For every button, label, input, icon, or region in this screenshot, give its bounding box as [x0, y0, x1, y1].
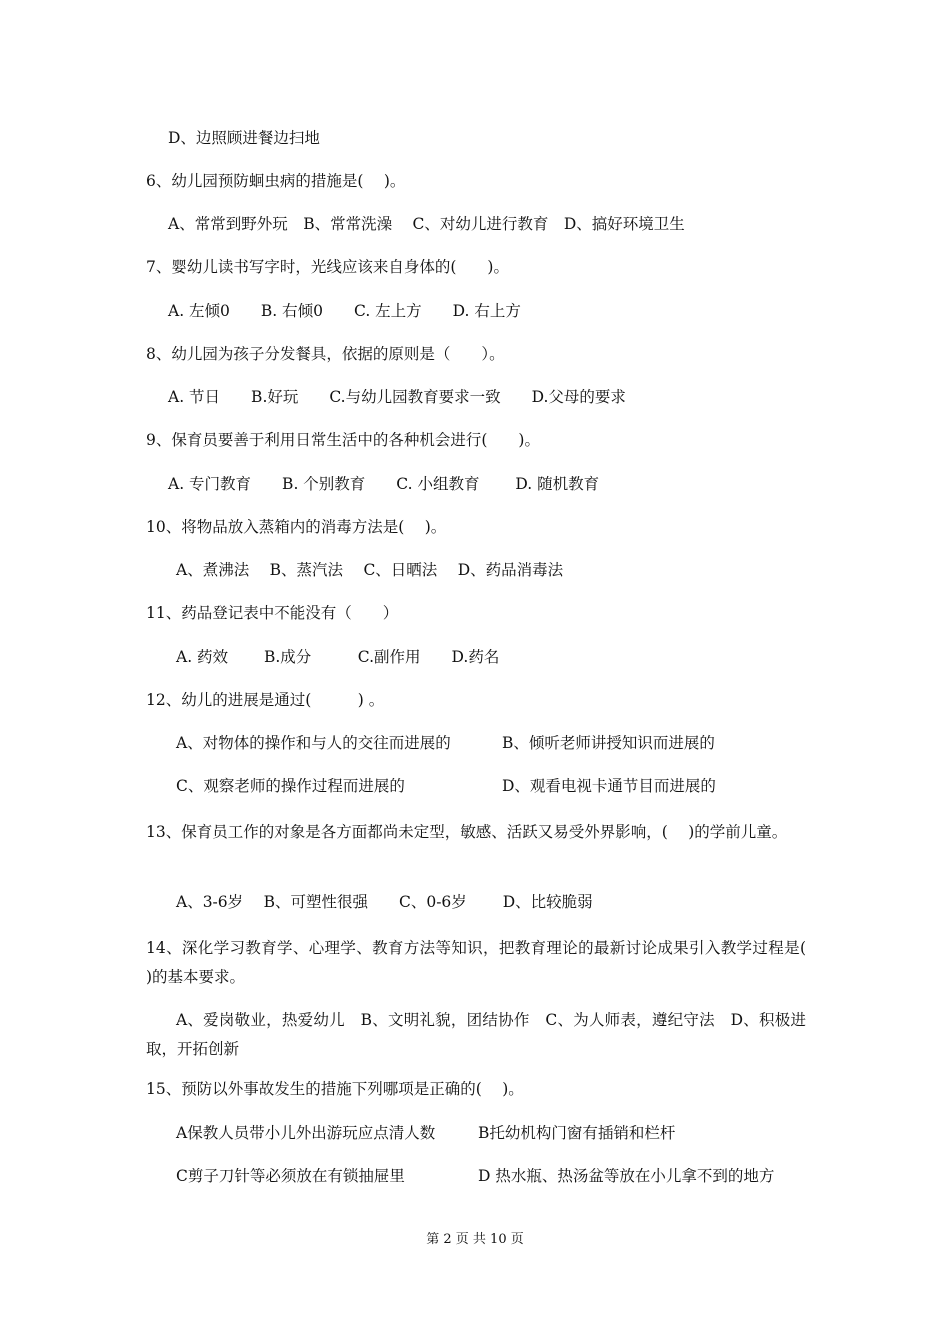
- question-15: 15、预防以外事故发生的措施下列哪项是正确的( )。: [146, 1080, 524, 1098]
- question-13-options: A、3-6岁 B、可塑性很强 C、0-6岁 D、比较脆弱: [176, 893, 593, 911]
- question-8-options: A. 节日 B.好玩 C.与幼儿园教育要求一致 D.父母的要求: [168, 388, 626, 406]
- question-9: 9、保育员要善于利用日常生活中的各种机会进行( )。: [146, 431, 540, 449]
- question-15-option-c: C剪子刀针等必须放在有锁抽屉里: [176, 1167, 405, 1185]
- question-12-option-d: D、观看电视卡通节目而进展的: [502, 777, 716, 795]
- question-6-options: A、常常到野外玩 B、常常洗澡 C、对幼儿进行教育 D、搞好环境卫生: [168, 215, 685, 233]
- question-13: 13、保育员工作的对象是各方面都尚未定型，敏感、活跃又易受外界影响，( )的学前儿童。: [146, 823, 788, 841]
- question-15-option-a: A保教人员带小儿外出游玩应点清人数: [176, 1124, 436, 1142]
- question-12-option-c: C、观察老师的操作过程而进展的: [176, 777, 405, 795]
- question-12-option-a: A、对物体的操作和与人的交往而进展的: [176, 734, 451, 752]
- question-15-option-b: B托幼机构门窗有插销和栏杆: [478, 1124, 676, 1142]
- question-11: 11、药品登记表中不能没有（ ）: [146, 604, 399, 622]
- question-11-options: A. 药效 B.成分 C.副作用 D.药名: [176, 648, 500, 666]
- question-15-option-d: D 热水瓶、热汤盆等放在小儿拿不到的地方: [478, 1167, 775, 1185]
- option-line-q5-d: D、边照顾进餐边扫地: [168, 129, 320, 147]
- question-10-options: A、煮沸法 B、蒸汽法 C、日晒法 D、药品消毒法: [176, 561, 564, 579]
- question-8: 8、幼儿园为孩子分发餐具，依据的原则是（ ）。: [146, 345, 505, 363]
- question-12-option-b: B、倾听老师讲授知识而进展的: [502, 734, 715, 752]
- question-6: 6、幼儿园预防蛔虫病的措施是( )。: [146, 172, 406, 190]
- question-9-options: A. 专门教育 B. 个别教育 C. 小组教育 D. 随机教育: [168, 475, 600, 493]
- question-14: 14、深化学习教育学、心理学、教育方法等知识，把教育理论的最新讨论成果引入教学过程是( )的基本要求。: [146, 939, 827, 986]
- question-10: 10、将物品放入蒸箱内的消毒方法是( )。: [146, 518, 447, 536]
- page-footer: 第 2 页 共 10 页: [426, 1232, 524, 1247]
- question-7-options: A. 左倾0 B. 右倾0 C. 左上方 D. 右上方: [168, 302, 521, 320]
- question-14-options: A、爱岗敬业，热爱幼儿 B、文明礼貌，团结协作 C、为人师表，遵纪守法 D、积极进取，开拓创新: [146, 1011, 806, 1058]
- question-12: 12、幼儿的进展是通过( ) 。: [146, 691, 385, 709]
- question-7: 7、婴幼儿读书写字时，光线应该来自身体的( )。: [146, 258, 509, 276]
